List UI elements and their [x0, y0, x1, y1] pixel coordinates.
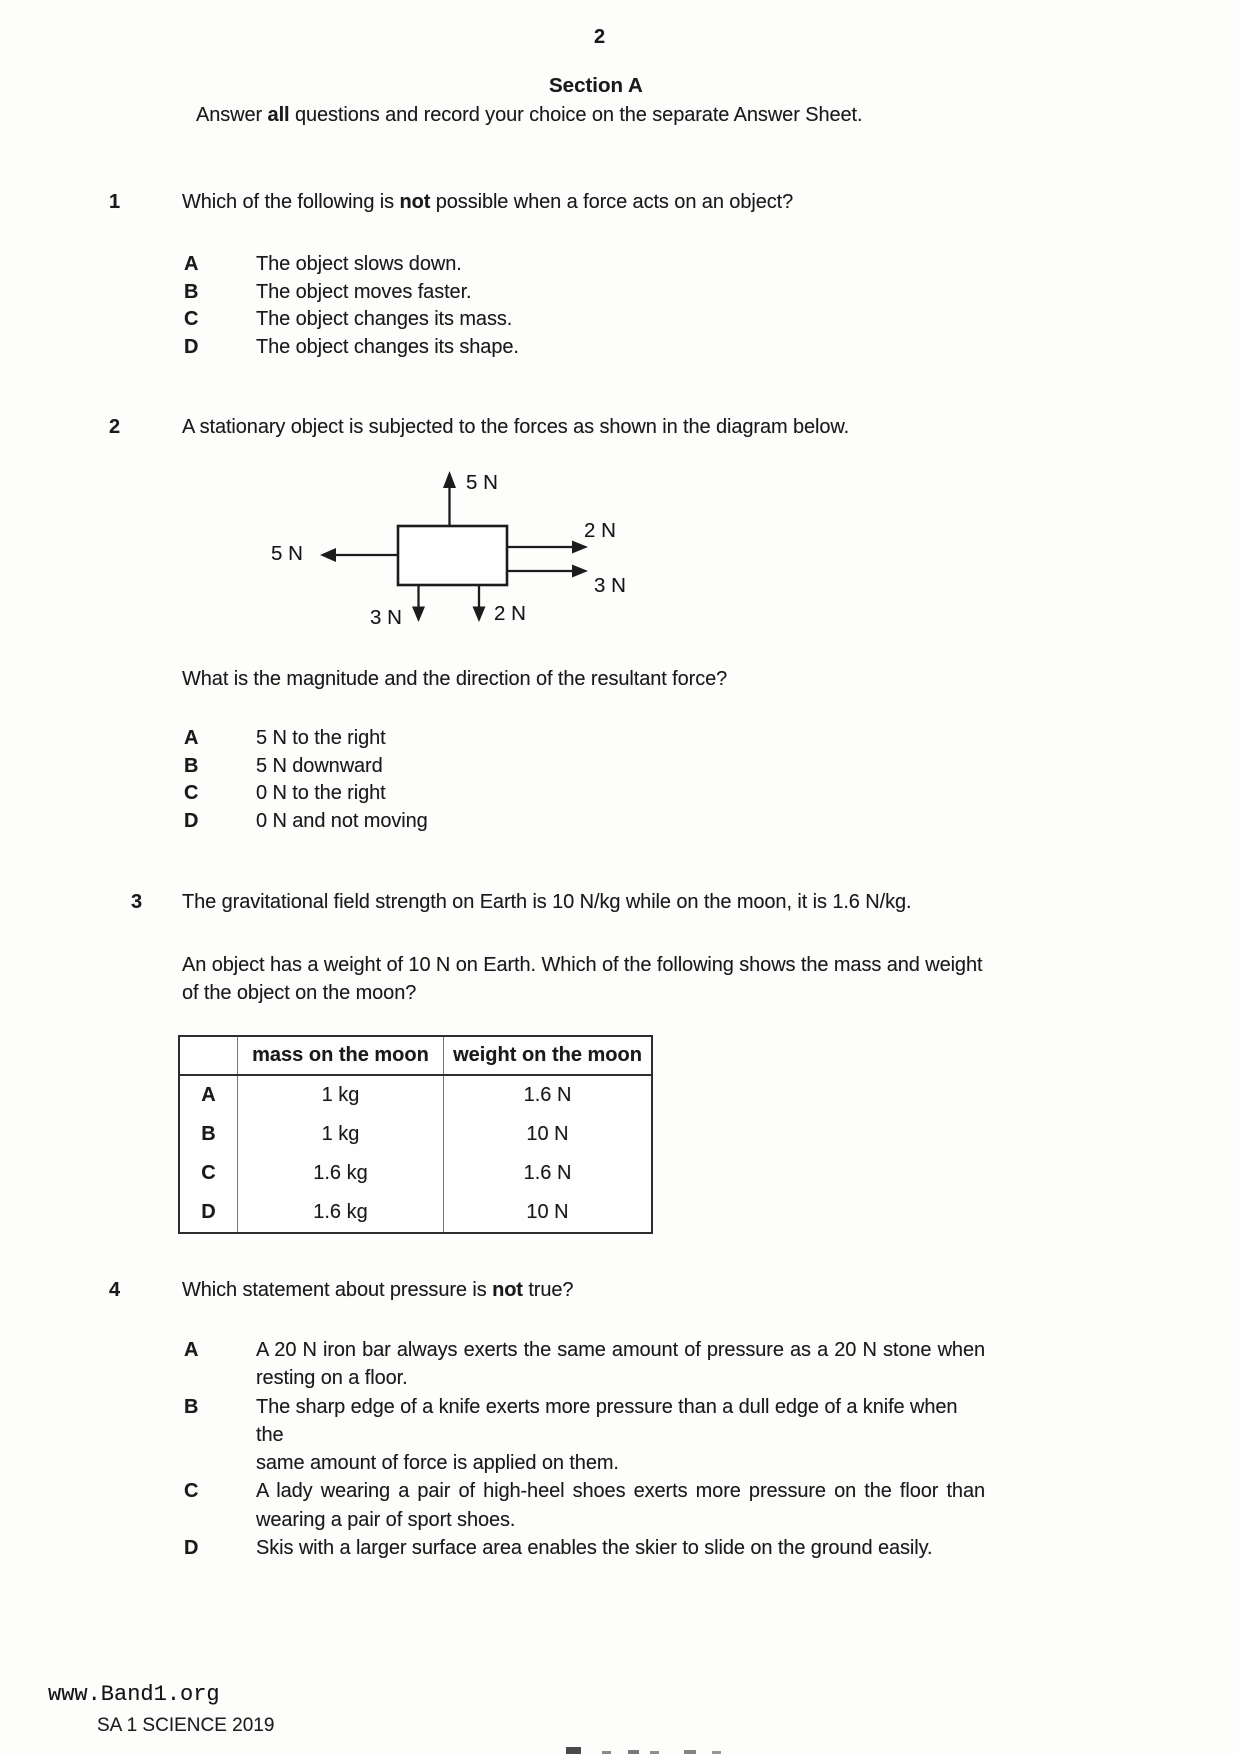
row-mass: 1.6 kg	[238, 1154, 444, 1193]
row-letter: D	[201, 1201, 216, 1223]
row-weight: 10 N	[444, 1115, 653, 1154]
option-row	[184, 1336, 985, 1393]
question-2-text: A stationary object is subjected to the forces as shown in the diagram below.	[182, 416, 850, 438]
question-1-number: 1	[109, 191, 121, 213]
option-row	[184, 753, 1004, 781]
option-letter: A	[184, 1339, 199, 1361]
question-4	[109, 1279, 1109, 1302]
force-label-up: 5 N	[466, 471, 498, 494]
table-header-row	[179, 1036, 652, 1075]
table-row	[179, 1075, 652, 1115]
question-3-intro: The gravitational field strength on Earth is 10 N/kg while on the moon, it is 1.6 N/kg.	[182, 891, 912, 913]
option-row	[184, 725, 1004, 753]
question-3-body-line2: of the object on the moon?	[182, 982, 417, 1004]
option-row	[184, 1534, 985, 1562]
question-3	[131, 891, 1131, 914]
option-text-line2: wearing a pair of sport shoes.	[256, 1508, 516, 1531]
option-letter: D	[184, 335, 199, 358]
question-4-number: 4	[109, 1279, 121, 1301]
option-text	[256, 1477, 985, 1534]
option-text: The object changes its mass.	[256, 308, 513, 330]
object-box	[398, 526, 507, 585]
row-letter: B	[201, 1123, 216, 1145]
option-letter: B	[184, 754, 199, 777]
instruction-bold: all	[267, 104, 290, 126]
option-row	[184, 306, 1004, 334]
row-weight: 1.6 N	[444, 1075, 653, 1115]
option-text-line1: The sharp edge of a knife exerts more pressure than a dull edge of a knife when the	[256, 1395, 958, 1446]
question-4-text-pre: Which statement about pressure is	[182, 1279, 493, 1301]
question-1-options	[184, 251, 1004, 361]
force-label-right-lower: 3 N	[594, 574, 626, 597]
page-number: 2	[594, 26, 606, 48]
row-mass: 1.6 kg	[238, 1193, 444, 1233]
option-row	[184, 334, 1004, 362]
table-header-blank	[179, 1036, 238, 1075]
question-4-text-bold: not	[492, 1279, 523, 1301]
question-2	[109, 416, 1109, 439]
question-1-text-post: possible when a force acts on an object?	[430, 191, 794, 213]
question-2-sub-question: What is the magnitude and the direction of the resultant force?	[182, 668, 728, 690]
option-letter: D	[184, 810, 199, 833]
option-text-line1: A 20 N iron bar always exerts the same amount of pressure as a 20 N stone when	[256, 1339, 985, 1361]
option-text: The object changes its shape.	[256, 335, 519, 358]
section-title: Section A	[549, 74, 643, 97]
instruction-pre: Answer	[196, 104, 268, 126]
row-weight: 1.6 N	[444, 1154, 653, 1193]
table-row	[179, 1154, 652, 1193]
option-text-line1: Skis with a larger surface area enables the skier to slide on the ground easily.	[256, 1537, 933, 1560]
option-text	[256, 1393, 985, 1478]
force-label-left: 5 N	[271, 542, 303, 565]
row-letter: A	[201, 1084, 216, 1106]
option-letter: A	[184, 253, 199, 275]
question-1-text-pre: Which of the following is	[182, 191, 400, 213]
option-text: 0 N to the right	[256, 782, 386, 805]
option-text-line2: resting on a floor.	[256, 1367, 408, 1390]
question-4-options	[184, 1336, 985, 1562]
force-label-right-upper: 2 N	[584, 519, 616, 542]
question-2-number: 2	[109, 416, 121, 438]
force-label-down-right: 2 N	[494, 602, 526, 625]
question-4-text	[182, 1279, 1109, 1302]
table-row	[179, 1115, 652, 1154]
row-mass: 1 kg	[238, 1115, 444, 1154]
row-weight: 10 N	[444, 1193, 653, 1233]
table-row	[179, 1193, 652, 1233]
option-text: 5 N downward	[256, 754, 383, 777]
question-3-body-line1: An object has a weight of 10 N on Earth. Which of the following shows the mass and weight	[182, 954, 983, 976]
row-letter: C	[201, 1162, 216, 1184]
section-instruction	[196, 104, 862, 127]
option-row	[184, 279, 1004, 307]
option-letter: C	[184, 1480, 199, 1503]
option-text-line2: same amount of force is applied on them.	[256, 1452, 619, 1475]
option-row	[184, 1393, 985, 1478]
question-1	[109, 191, 1109, 214]
option-letter: D	[184, 1537, 199, 1560]
q3-answer-table	[178, 1035, 653, 1234]
option-text-line1: A lady wearing a pair of high-heel shoes exerts more pressure on the floor than	[256, 1480, 985, 1503]
option-letter: C	[184, 308, 199, 330]
option-row	[184, 780, 1004, 808]
table-header-mass: mass on the moon	[238, 1036, 444, 1075]
question-4-text-post: true?	[522, 1279, 574, 1301]
option-row	[184, 808, 1004, 836]
force-label-down-left: 3 N	[370, 606, 402, 629]
option-text: 0 N and not moving	[256, 810, 428, 833]
option-text	[256, 1336, 985, 1393]
option-letter: B	[184, 1395, 199, 1418]
question-1-text-bold: not	[399, 191, 431, 213]
instruction-post: questions and record your choice on the separate Answer Sheet.	[289, 104, 863, 126]
option-row	[184, 1477, 985, 1534]
question-2-options	[184, 725, 1004, 836]
option-letter: B	[184, 280, 199, 303]
option-row	[184, 251, 1004, 279]
table-header-weight: weight on the moon	[444, 1036, 653, 1075]
question-1-text	[182, 191, 1109, 214]
cut-off-text-fragment	[566, 1745, 726, 1754]
force-diagram	[258, 455, 642, 635]
option-letter: C	[184, 782, 199, 805]
question-3-body	[182, 951, 982, 1007]
footer-doc-code: SA 1 SCIENCE 2019	[97, 1715, 275, 1736]
option-text: The object slows down.	[256, 253, 462, 275]
row-mass: 1 kg	[238, 1075, 444, 1115]
option-text: The object moves faster.	[256, 280, 472, 303]
option-letter: A	[184, 727, 199, 749]
question-3-number: 3	[131, 891, 143, 913]
option-text	[256, 1534, 985, 1562]
option-text: 5 N to the right	[256, 727, 386, 749]
footer-website: www.Band1.org	[48, 1682, 220, 1707]
